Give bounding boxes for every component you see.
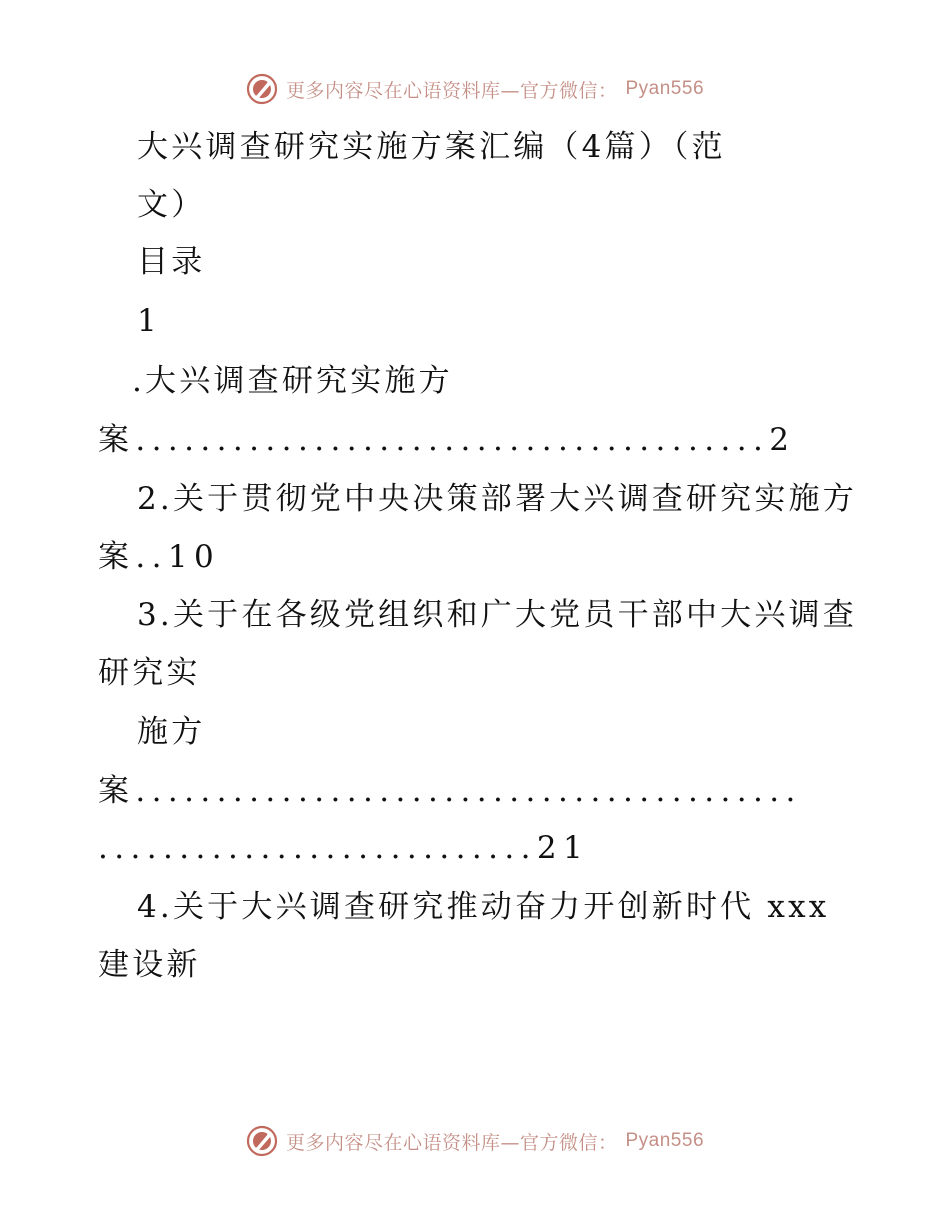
toc-item-4-title-cont: 建设新 [98, 947, 201, 983]
pen-logo-icon [246, 73, 278, 105]
toc-item-3-title-cont: 研究实 [98, 655, 201, 691]
watermark-wechat-id: Pyan556 [625, 78, 705, 99]
toc-item-1-leader: 案.......................................2 [98, 422, 796, 458]
document-title-line1: 大兴调查研究实施方案汇编（4篇）（范 [137, 129, 726, 165]
toc-heading: 目录 [137, 244, 206, 280]
watermark-footer [0, 1121, 950, 1161]
toc-item-2-leader: 案..10 [98, 539, 221, 575]
toc-item-2-title: 2.关于贯彻党中央决策部署大兴调查研究实施方 [137, 481, 857, 517]
document-title-line2: 文） [137, 187, 206, 223]
toc-item-3-title: 3.关于在各级党组织和广大党员干部中大兴调查 [137, 597, 857, 633]
watermark-text: 更多内容尽在心语资料库—官方微信： [285, 1131, 618, 1154]
toc-item-3-leader: 案......................................... [98, 773, 802, 809]
toc-item-3-leader-cont: ...........................21 [98, 830, 590, 866]
toc-item-3-title-cont2: 施方 [137, 714, 206, 750]
watermark-text: 更多内容尽在心语资料库—官方微信： [285, 79, 618, 102]
toc-item-4-title: 4.关于大兴调查研究推动奋力开创新时代 xxx [137, 889, 830, 925]
watermark-wechat-id: Pyan556 [625, 1130, 705, 1151]
pen-logo-icon [246, 1125, 278, 1157]
toc-item-1-number: 1 [137, 303, 160, 339]
watermark-header [0, 69, 950, 109]
toc-item-1-title: .大兴调查研究实施方 [132, 363, 453, 399]
